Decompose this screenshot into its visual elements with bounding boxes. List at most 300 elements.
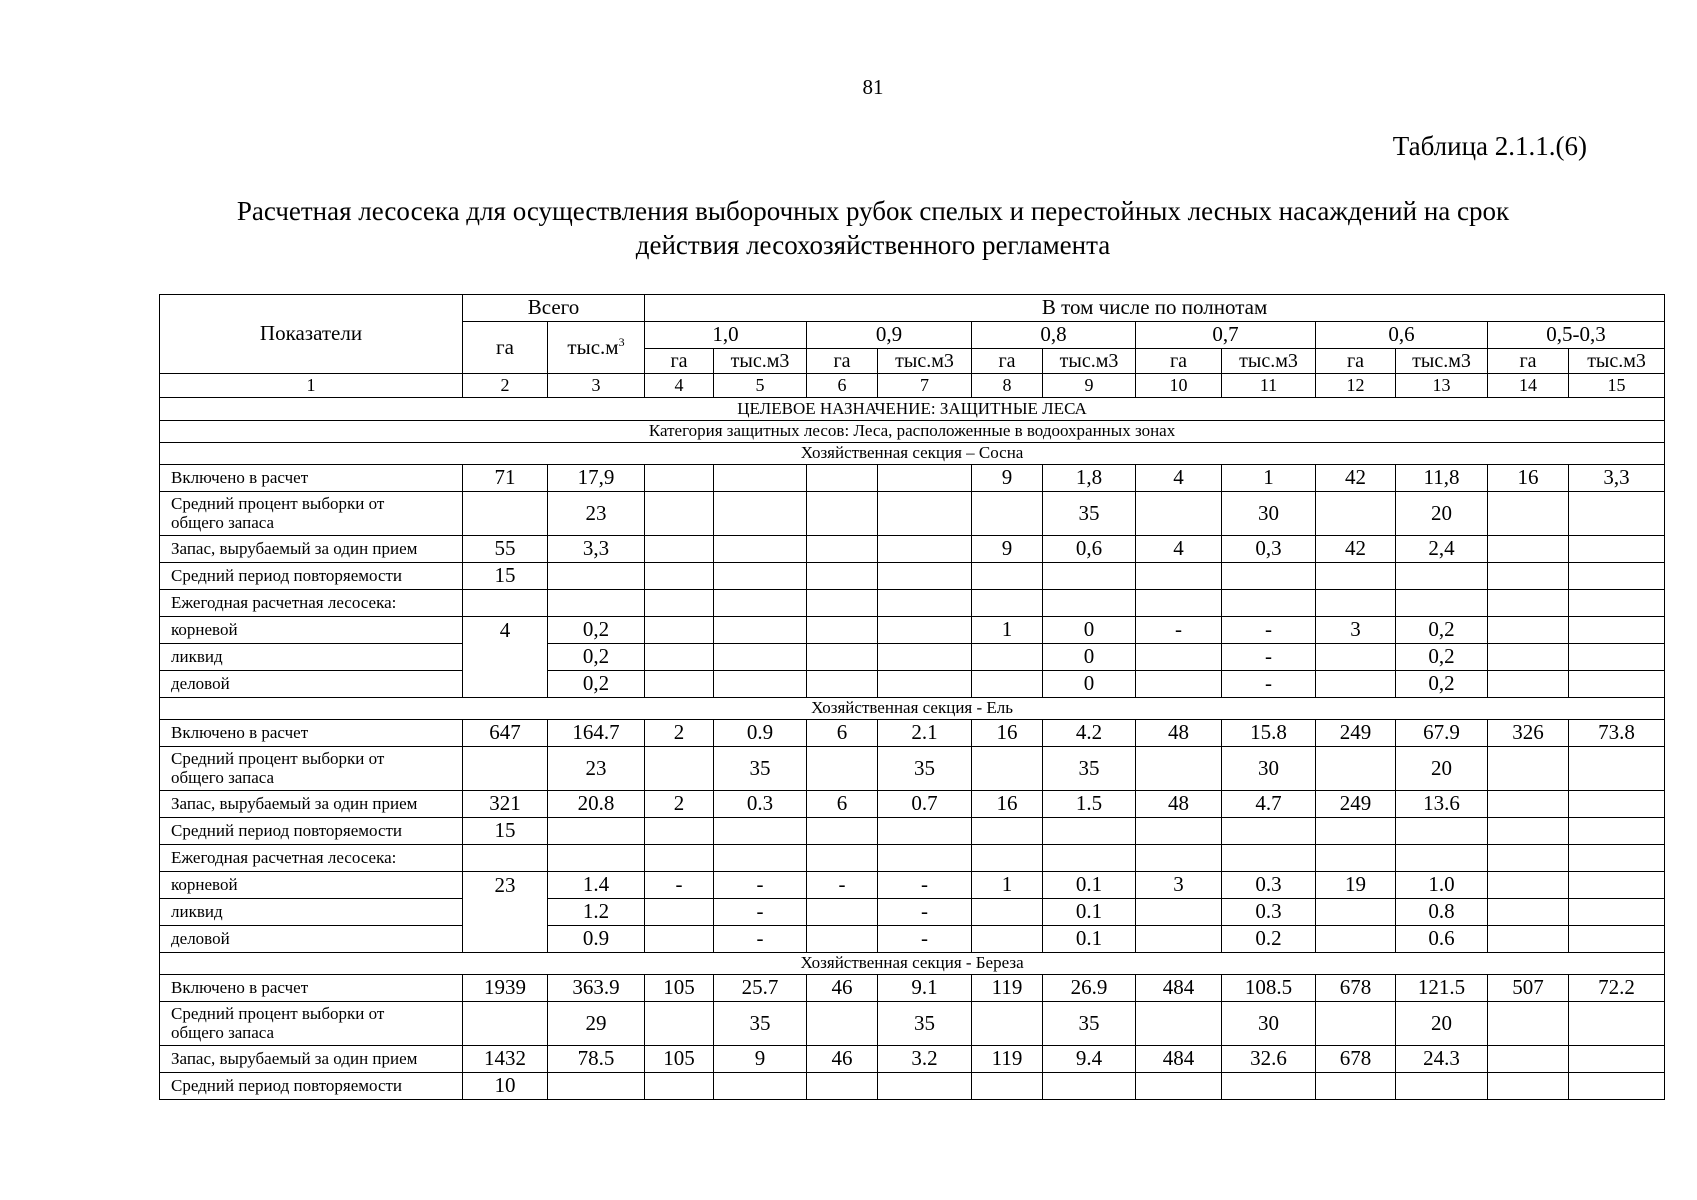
table-cell: [878, 492, 972, 536]
table-cell: 3,3: [548, 536, 645, 563]
table-row: [160, 590, 1665, 617]
table-cell: [645, 465, 714, 492]
table-cell: [972, 644, 1043, 671]
table-cell: [1136, 845, 1222, 872]
table-cell: [645, 747, 714, 791]
table-cell: -: [1222, 644, 1316, 671]
table-cell: 0.3: [1222, 872, 1316, 899]
table-cell: [807, 1002, 878, 1046]
table-cell: 0: [1043, 644, 1136, 671]
table-cell: 35: [878, 1002, 972, 1046]
table-cell: 16: [972, 720, 1043, 747]
table-cell: [1316, 926, 1396, 953]
table-cell: 15.8: [1222, 720, 1316, 747]
table-cell: [1569, 563, 1665, 590]
table-cell: 16: [972, 791, 1043, 818]
by-density-header: В том числе по полнотам: [645, 295, 1665, 322]
density-header: 0,9: [807, 322, 972, 349]
table-cell: [1136, 747, 1222, 791]
table-cell: [714, 536, 807, 563]
table-cell: 48: [1136, 791, 1222, 818]
table-row: [160, 899, 1665, 926]
area-unit-header: га: [807, 349, 878, 374]
table-cell: [1488, 492, 1569, 536]
row-label: ликвид: [160, 899, 463, 926]
table-cell: [1569, 747, 1665, 791]
table-cell: -: [714, 899, 807, 926]
table-cell: 20: [1396, 747, 1488, 791]
density-header: 0,8: [972, 322, 1136, 349]
table-cell: 16: [1488, 465, 1569, 492]
table-cell: -: [1222, 617, 1316, 644]
table-cell: [1222, 1073, 1316, 1100]
table-cell: 0,2: [548, 617, 645, 644]
table-cell: [714, 492, 807, 536]
table-cell: [1316, 747, 1396, 791]
density-header: 0,7: [1136, 322, 1316, 349]
table-cell: [1043, 818, 1136, 845]
area-unit-header: га: [1316, 349, 1396, 374]
volume-unit-header: тыс.м3: [1043, 349, 1136, 374]
table-row: [160, 536, 1665, 563]
section-row: [160, 698, 1665, 720]
table-row: [160, 1002, 1665, 1046]
table-cell: 0,2: [1396, 671, 1488, 698]
table-cell: [878, 818, 972, 845]
table-cell: 29: [548, 1002, 645, 1046]
table-cell: [1136, 590, 1222, 617]
table-cell: 2: [645, 720, 714, 747]
table-row: [160, 492, 1665, 536]
table-cell: [878, 1073, 972, 1100]
table-cell: [972, 563, 1043, 590]
table-cell: [807, 590, 878, 617]
table-cell: 0.6: [1396, 926, 1488, 953]
table-cell: [807, 747, 878, 791]
table-cell: 507: [1488, 975, 1569, 1002]
table-cell: [1316, 899, 1396, 926]
table-cell: [1316, 492, 1396, 536]
table-cell: 6: [807, 720, 878, 747]
table-cell: [645, 590, 714, 617]
table-cell: [1316, 1002, 1396, 1046]
table-cell: -: [807, 872, 878, 899]
column-number: 2: [463, 374, 548, 398]
table-cell: [645, 1002, 714, 1046]
table-cell: [645, 563, 714, 590]
table-cell: [807, 644, 878, 671]
table-row: [160, 975, 1665, 1002]
table-cell: [807, 899, 878, 926]
volume-unit-header: тыс.м3: [1569, 349, 1665, 374]
table-preamble: [160, 398, 1665, 443]
volume-unit-header: тыс.м3: [878, 349, 972, 374]
table-cell: 67.9: [1396, 720, 1488, 747]
table-cell: [714, 671, 807, 698]
table-cell: 48: [1136, 720, 1222, 747]
table-cell: [463, 747, 548, 791]
table-cell: [645, 818, 714, 845]
table-cell: [1136, 644, 1222, 671]
table-cell: 10: [463, 1073, 548, 1100]
table-cell: [548, 590, 645, 617]
row-label: Включено в расчет: [160, 975, 463, 1002]
table-row: [160, 926, 1665, 953]
row-label: Запас, вырубаемый за один прием: [160, 791, 463, 818]
table-cell: [645, 671, 714, 698]
table-cell: 484: [1136, 975, 1222, 1002]
column-number: 5: [714, 374, 807, 398]
table-cell: [463, 1002, 548, 1046]
table-cell: 73.8: [1569, 720, 1665, 747]
column-number-row: [160, 374, 1665, 398]
table-cell: [807, 563, 878, 590]
document-title: [73, 194, 1673, 262]
table-cell: 1432: [463, 1046, 548, 1073]
table-cell: [807, 926, 878, 953]
table-cell: 484: [1136, 1046, 1222, 1073]
table-cell: [1136, 1073, 1222, 1100]
table-cell: [1316, 845, 1396, 872]
lesoseka-table: [159, 294, 1665, 1100]
table-cell: 105: [645, 975, 714, 1002]
table-cell: 1.4: [548, 872, 645, 899]
table-cell: [1488, 536, 1569, 563]
table-cell: 2.1: [878, 720, 972, 747]
area-unit-header: га: [1488, 349, 1569, 374]
table-cell: 4.7: [1222, 791, 1316, 818]
table-row: [160, 872, 1665, 899]
column-number: 6: [807, 374, 878, 398]
table-cell: [645, 1073, 714, 1100]
table-cell: [972, 671, 1043, 698]
table-cell: [972, 1073, 1043, 1100]
title-line: Расчетная лесосека для осуществления выборочных рубок спелых и перестойных лесных насаждений на срок: [236, 196, 1510, 226]
table-cell: 0: [1043, 617, 1136, 644]
table-cell: [714, 590, 807, 617]
area-unit-header: га: [1136, 349, 1222, 374]
table-cell: 1.5: [1043, 791, 1136, 818]
row-label-line: Средний процент выборки от: [171, 493, 385, 513]
table-cell: 647: [463, 720, 548, 747]
table-cell: [1488, 1073, 1569, 1100]
table-cell: 30: [1222, 1002, 1316, 1046]
column-number: 10: [1136, 374, 1222, 398]
table-cell: 0,3: [1222, 536, 1316, 563]
table-cell: [878, 563, 972, 590]
table-cell: 26.9: [1043, 975, 1136, 1002]
table-cell: 0.3: [1222, 899, 1316, 926]
table-cell: [1569, 791, 1665, 818]
section-title: Хозяйственная секция - Береза: [160, 953, 1665, 975]
table-cell: [878, 617, 972, 644]
table-cell: 23: [548, 747, 645, 791]
column-number: 11: [1222, 374, 1316, 398]
table-cell: -: [878, 926, 972, 953]
table-cell: 42: [1316, 465, 1396, 492]
table-row: [160, 747, 1665, 791]
table-cell: 1.0: [1396, 872, 1488, 899]
table-cell: [1569, 872, 1665, 899]
table-cell: 78.5: [548, 1046, 645, 1073]
total-header: Всего: [463, 295, 645, 322]
row-label-line: Средний процент выборки от: [171, 748, 385, 768]
table-cell: [1488, 590, 1569, 617]
row-label: деловой: [160, 926, 463, 953]
table-cell: [807, 536, 878, 563]
table-cell: [972, 899, 1043, 926]
table-cell: [1136, 818, 1222, 845]
table-cell: 4: [1136, 465, 1222, 492]
table-header: [160, 295, 1665, 398]
table-cell: [645, 644, 714, 671]
table-cell: [1488, 671, 1569, 698]
table-cell: 35: [1043, 492, 1136, 536]
table-cell: [1316, 644, 1396, 671]
table-cell: 108.5: [1222, 975, 1316, 1002]
table-cell: 35: [1043, 747, 1136, 791]
column-number: 12: [1316, 374, 1396, 398]
table-cell: 1939: [463, 975, 548, 1002]
header-row-groups: [160, 295, 1665, 322]
table-cell: 3: [1136, 872, 1222, 899]
table-cell: [972, 590, 1043, 617]
table-cell: -: [878, 899, 972, 926]
table-cell: [972, 926, 1043, 953]
table-cell: 1: [1222, 465, 1316, 492]
table-cell: [1316, 671, 1396, 698]
table-cell: [1569, 1073, 1665, 1100]
table-cell: 0.9: [714, 720, 807, 747]
table-cell: [1043, 590, 1136, 617]
table-cell: 72.2: [1569, 975, 1665, 1002]
table-cell: 121.5: [1396, 975, 1488, 1002]
table-cell: [972, 492, 1043, 536]
table-cell: 0,2: [548, 644, 645, 671]
table-cell: 35: [878, 747, 972, 791]
table-cell: [1043, 845, 1136, 872]
table-cell: [1488, 747, 1569, 791]
row-label: Средний период повторяемости: [160, 563, 463, 590]
table-cell: 0: [1043, 671, 1136, 698]
density-header: 1,0: [645, 322, 807, 349]
table-cell: 3,3: [1569, 465, 1665, 492]
table-cell: 119: [972, 1046, 1043, 1073]
table-cell: [548, 818, 645, 845]
table-cell: 35: [1043, 1002, 1136, 1046]
table-cell: [878, 644, 972, 671]
table-cell: [463, 492, 548, 536]
table-cell: [972, 747, 1043, 791]
table-cell: 119: [972, 975, 1043, 1002]
table-cell: [714, 617, 807, 644]
table-cell: 30: [1222, 492, 1316, 536]
table-row: [160, 671, 1665, 698]
page-number: 81: [862, 75, 884, 99]
table-cell: [878, 590, 972, 617]
table-cell: [972, 818, 1043, 845]
table-cell: [1488, 818, 1569, 845]
row-label: Запас, вырубаемый за один прием: [160, 536, 463, 563]
total-volume-unit-header: [548, 322, 645, 374]
table-cell: [1569, 899, 1665, 926]
row-label: Включено в расчет: [160, 465, 463, 492]
category-row: [160, 421, 1665, 443]
table-cell: [1396, 818, 1488, 845]
table-cell: 2,4: [1396, 536, 1488, 563]
table-cell: [1136, 563, 1222, 590]
category-title: Категория защитных лесов: Леса, расположенные в водоохранных зонах: [160, 421, 1665, 443]
annual-area-cell: 4: [463, 617, 548, 698]
area-unit-header: га: [972, 349, 1043, 374]
table-cell: 326: [1488, 720, 1569, 747]
table-cell: 13.6: [1396, 791, 1488, 818]
column-number: 15: [1569, 374, 1665, 398]
table-cell: [1136, 899, 1222, 926]
table-cell: [1488, 899, 1569, 926]
table-cell: 0.1: [1043, 899, 1136, 926]
table-cell: [1043, 1073, 1136, 1100]
row-label-line: общего запаса: [171, 767, 275, 787]
table-cell: 363.9: [548, 975, 645, 1002]
table-cell: [1569, 536, 1665, 563]
row-label: Ежегодная расчетная лесосека:: [160, 845, 463, 872]
table-cell: -: [1222, 671, 1316, 698]
table-cell: [807, 465, 878, 492]
row-label: Средний период повторяемости: [160, 1073, 463, 1100]
table-cell: [1222, 590, 1316, 617]
row-label: корневой: [160, 617, 463, 644]
table-cell: 30: [1222, 747, 1316, 791]
row-label: Запас, вырубаемый за один прием: [160, 1046, 463, 1073]
table-cell: 1: [972, 872, 1043, 899]
table-cell: 71: [463, 465, 548, 492]
table-cell: [1569, 671, 1665, 698]
table-cell: [1136, 671, 1222, 698]
table-cell: [645, 926, 714, 953]
table-cell: [1569, 845, 1665, 872]
table-cell: 20: [1396, 492, 1488, 536]
table-cell: 0.1: [1043, 872, 1136, 899]
total-area-unit-header: га: [463, 322, 548, 374]
column-number: 4: [645, 374, 714, 398]
table-cell: [1222, 845, 1316, 872]
table-cell: -: [714, 926, 807, 953]
total-volume-unit-superscript: 3: [618, 334, 625, 349]
table-cell: 15: [463, 818, 548, 845]
table-cell: [714, 845, 807, 872]
column-number: 3: [548, 374, 645, 398]
table-row: [160, 791, 1665, 818]
table-cell: 0,2: [1396, 617, 1488, 644]
table-cell: [645, 899, 714, 926]
table-cell: [548, 845, 645, 872]
table-cell: 46: [807, 1046, 878, 1073]
table-cell: [878, 671, 972, 698]
table-row: [160, 563, 1665, 590]
row-label: Средний период повторяемости: [160, 818, 463, 845]
row-label: ликвид: [160, 644, 463, 671]
table-cell: [645, 536, 714, 563]
table-cell: [1316, 590, 1396, 617]
row-label: корневой: [160, 872, 463, 899]
volume-unit-header: тыс.м3: [1396, 349, 1488, 374]
section-title: Хозяйственная секция - Ель: [160, 698, 1665, 720]
volume-unit-header: тыс.м3: [714, 349, 807, 374]
table-cell: 0.7: [878, 791, 972, 818]
row-label-line: Средний процент выборки от: [171, 1003, 385, 1023]
title-line: действия лесохозяйственного регламента: [635, 230, 1111, 260]
table-cell: [463, 590, 548, 617]
table-cell: 0,2: [548, 671, 645, 698]
table-row: [160, 720, 1665, 747]
table-id: Таблица 2.1.1.(6): [1392, 131, 1587, 161]
table-cell: [1396, 563, 1488, 590]
table-cell: [1222, 818, 1316, 845]
row-label: [160, 492, 463, 536]
table-cell: 42: [1316, 536, 1396, 563]
table-cell: [1316, 818, 1396, 845]
row-label: [160, 747, 463, 791]
table-cell: [1488, 791, 1569, 818]
table-cell: 0.9: [548, 926, 645, 953]
table-cell: [1316, 1073, 1396, 1100]
table-cell: [972, 1002, 1043, 1046]
table-cell: 321: [463, 791, 548, 818]
table-cell: [1136, 1002, 1222, 1046]
table-cell: [1488, 926, 1569, 953]
row-label: Включено в расчет: [160, 720, 463, 747]
row-label: Ежегодная расчетная лесосека:: [160, 590, 463, 617]
table-cell: [1569, 617, 1665, 644]
table-cell: [1569, 818, 1665, 845]
table-cell: 23: [548, 492, 645, 536]
table-row: [160, 465, 1665, 492]
table-cell: [1488, 644, 1569, 671]
section-row: [160, 953, 1665, 975]
table-cell: -: [645, 872, 714, 899]
table-cell: [645, 492, 714, 536]
table-cell: 35: [714, 1002, 807, 1046]
table-cell: [645, 617, 714, 644]
column-number: 8: [972, 374, 1043, 398]
table-cell: 0.1: [1043, 926, 1136, 953]
table-cell: [1222, 563, 1316, 590]
table-cell: 9.1: [878, 975, 972, 1002]
table-cell: [1488, 845, 1569, 872]
table-cell: 0.2: [1222, 926, 1316, 953]
table-cell: [645, 845, 714, 872]
table-cell: 4: [1136, 536, 1222, 563]
table-row: [160, 845, 1665, 872]
table-cell: [1488, 1046, 1569, 1073]
table-cell: [1396, 590, 1488, 617]
volume-unit-header: тыс.м3: [1222, 349, 1316, 374]
table-cell: 9: [714, 1046, 807, 1073]
column-number: 13: [1396, 374, 1488, 398]
table-cell: 4.2: [1043, 720, 1136, 747]
column-number: 1: [160, 374, 463, 398]
density-header: 0,5-0,3: [1488, 322, 1665, 349]
table-cell: -: [878, 872, 972, 899]
table-cell: -: [1136, 617, 1222, 644]
density-header: 0,6: [1316, 322, 1488, 349]
table-cell: [878, 845, 972, 872]
table-cell: [1043, 563, 1136, 590]
table-cell: 6: [807, 791, 878, 818]
row-label-line: общего запаса: [171, 512, 275, 532]
table-cell: 9: [972, 536, 1043, 563]
